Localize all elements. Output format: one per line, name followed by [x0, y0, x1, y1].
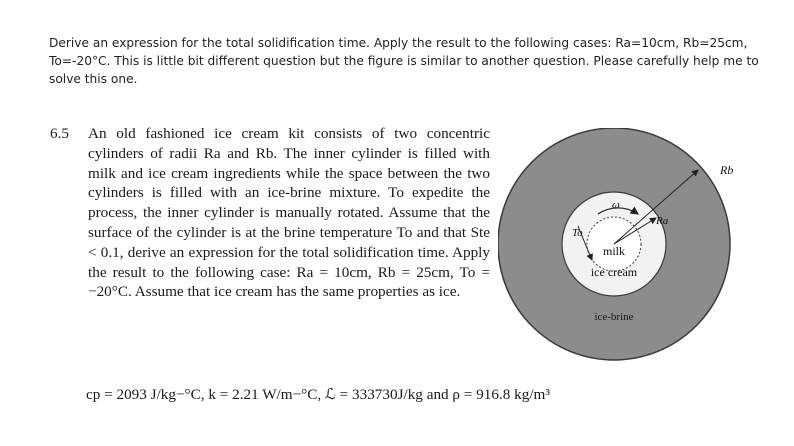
to-label: To: [572, 227, 583, 239]
problem-number: 6.5: [50, 125, 69, 142]
ice-cream-label: ice cream: [590, 265, 638, 279]
ice-brine-label: ice-brine: [594, 311, 634, 323]
problem-statement: [50, 124, 490, 302]
problem-text: An old fashioned ice cream kit consists of two concentric cylinders of radii Ra and Rb. The inner cylinder is filled with milk and ice cream ingredients while the space between the two cylinders is filled with an ice-brine mixture. To expedite the process, the inner cylinder is manually rotated. Assume that the surface of the cylinder is at the brine temperature To and that Ste < 0.1, derive an expression for the total solidification time. Apply the result to the following case: Ra = 10cm, Rb = 25cm, To = −20°C. Assume that ice cream has the same properties as ice.: [88, 125, 490, 301]
ice-cream-kit-figure: [498, 128, 748, 378]
concentric-cylinders-diagram: [498, 128, 748, 378]
material-properties: cp = 2093 J/kg−°C, k = 2.21 W/m−°C, ℒ = 333730J/kg and ρ = 916.8 kg/m³: [86, 386, 550, 403]
rb-label: Rb: [720, 163, 734, 177]
milk-label: milk: [602, 244, 626, 258]
omega-label: ω: [612, 199, 620, 211]
ra-label: Ra: [656, 215, 669, 227]
question-text: Derive an expression for the total solidification time. Apply the result to the following cases: Ra=10cm, Rb=25cm, To=-20°C. This is little bit different question but the figure is similar to another question. Please carefully help me to solve this one.: [49, 36, 759, 86]
